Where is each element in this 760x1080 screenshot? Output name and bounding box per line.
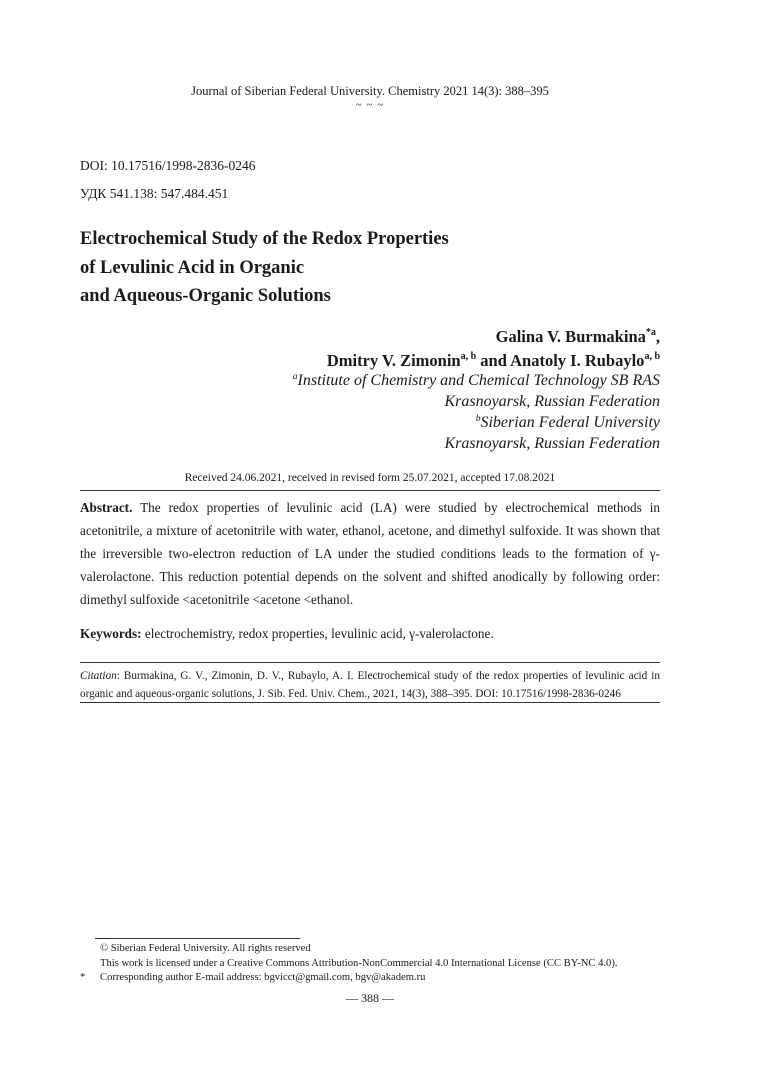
abstract — [80, 496, 660, 611]
citation-bottom-rule — [80, 702, 660, 703]
citation-label: Citation — [80, 670, 117, 682]
keywords — [80, 624, 660, 644]
affiliation-b-line2: Krasnoyarsk, Russian Federation — [444, 435, 660, 452]
footnotes — [80, 942, 680, 986]
citation-text: : Burmakina, G. V., Zimonin, D. V., Rubaylo, A. I. Electrochemical study of the redox properties of levulinic acid in organic and aqueous-organic solutions, J. Sib. Fed. Univ. Chem., 2021, 14(3), 388–395. DOI: 10.17516/1998-2836-0246 — [80, 670, 660, 700]
received-dates: Received 24.06.2021, received in revised form 25.07.2021, accepted 17.08.2021 — [184, 472, 556, 484]
affiliation-mark: b — [475, 414, 481, 424]
author-separator: , — [655, 327, 660, 346]
author-list — [327, 325, 660, 372]
affiliation-mark: a — [292, 372, 298, 382]
author-name: Dmitry V. Zimonin — [326, 350, 461, 370]
footnote-rule — [95, 938, 300, 939]
footnote-license: This work is licensed under a Creative Commons Attribution-NonCommercial 4.0 International License (CC BY-NC 4.0). — [100, 957, 618, 969]
citation-top-rule — [80, 662, 660, 663]
author-affiliation-mark: a, b — [460, 350, 477, 362]
page-number: — 388 — — [346, 991, 394, 1005]
author-line-1 — [327, 325, 660, 349]
title-line: and Aqueous-Organic Solutions — [80, 286, 331, 306]
affiliation-a-line2: Krasnoyarsk, Russian Federation — [444, 393, 660, 410]
author-affiliation-mark: a, b — [644, 350, 660, 362]
author-name: Galina V. Burmakina — [495, 327, 646, 346]
affiliation-b-line1: $^b$Siberian Federal University — [475, 414, 660, 431]
footnote-copyright: © Siberian Federal University. All rights reserved — [100, 943, 311, 954]
doi: DOI: 10.17516/1998-2836-0246 — [80, 158, 256, 173]
affiliations — [293, 370, 660, 454]
abstract-label: Abstract. — [80, 500, 133, 515]
paper-title — [80, 225, 449, 311]
journal-header: Journal of Siberian Federal University. Chemistry 2021 14(3): 388–395 — [191, 84, 549, 98]
footnote-corresponding: * Corresponding author E-mail address: bgvicct@gmail.com, bgv@akadem.ru — [80, 971, 680, 986]
keywords-label: Keywords: — [80, 626, 142, 641]
footnote-mark: * — [80, 972, 86, 983]
udk-code: УДК 541.138: 547.484.451 — [80, 186, 229, 201]
author-line-2 — [327, 349, 660, 373]
abstract-top-rule — [80, 490, 660, 491]
title-line: Electrochemical Study of the Redox Properties — [80, 229, 449, 249]
title-line: of Levulinic Acid in Organic — [80, 257, 305, 278]
affiliation-a-line1: $^a$Institute of Chemistry and Chemical Technology SB RAS — [292, 372, 660, 389]
author-separator: and — [476, 350, 511, 370]
header-ornament: ~ ~ ~ — [355, 99, 385, 111]
keywords-text: electrochemistry, redox properties, levulinic acid, γ-valerolactone. — [144, 626, 494, 641]
citation — [80, 668, 660, 703]
author-name: Anatoly I. Rubaylo — [510, 350, 645, 370]
author-affiliation-mark: *a — [645, 327, 656, 338]
abstract-text: The redox properties of levulinic acid (LA) were studied by electrochemical methods in acetonitrile, a mixture of acetonitrile with water, ethanol, acetone, and dimethyl sulfoxide. It was shown that the irreversible two-electron reduction of LA under the studied conditions leads to the formation of γ-valerolactone. This reduction potential depends on the solvent and shifted anodically by following order: dimethyl sulfoxide <acetonitrile <acetone <ethanol. — [80, 500, 660, 607]
